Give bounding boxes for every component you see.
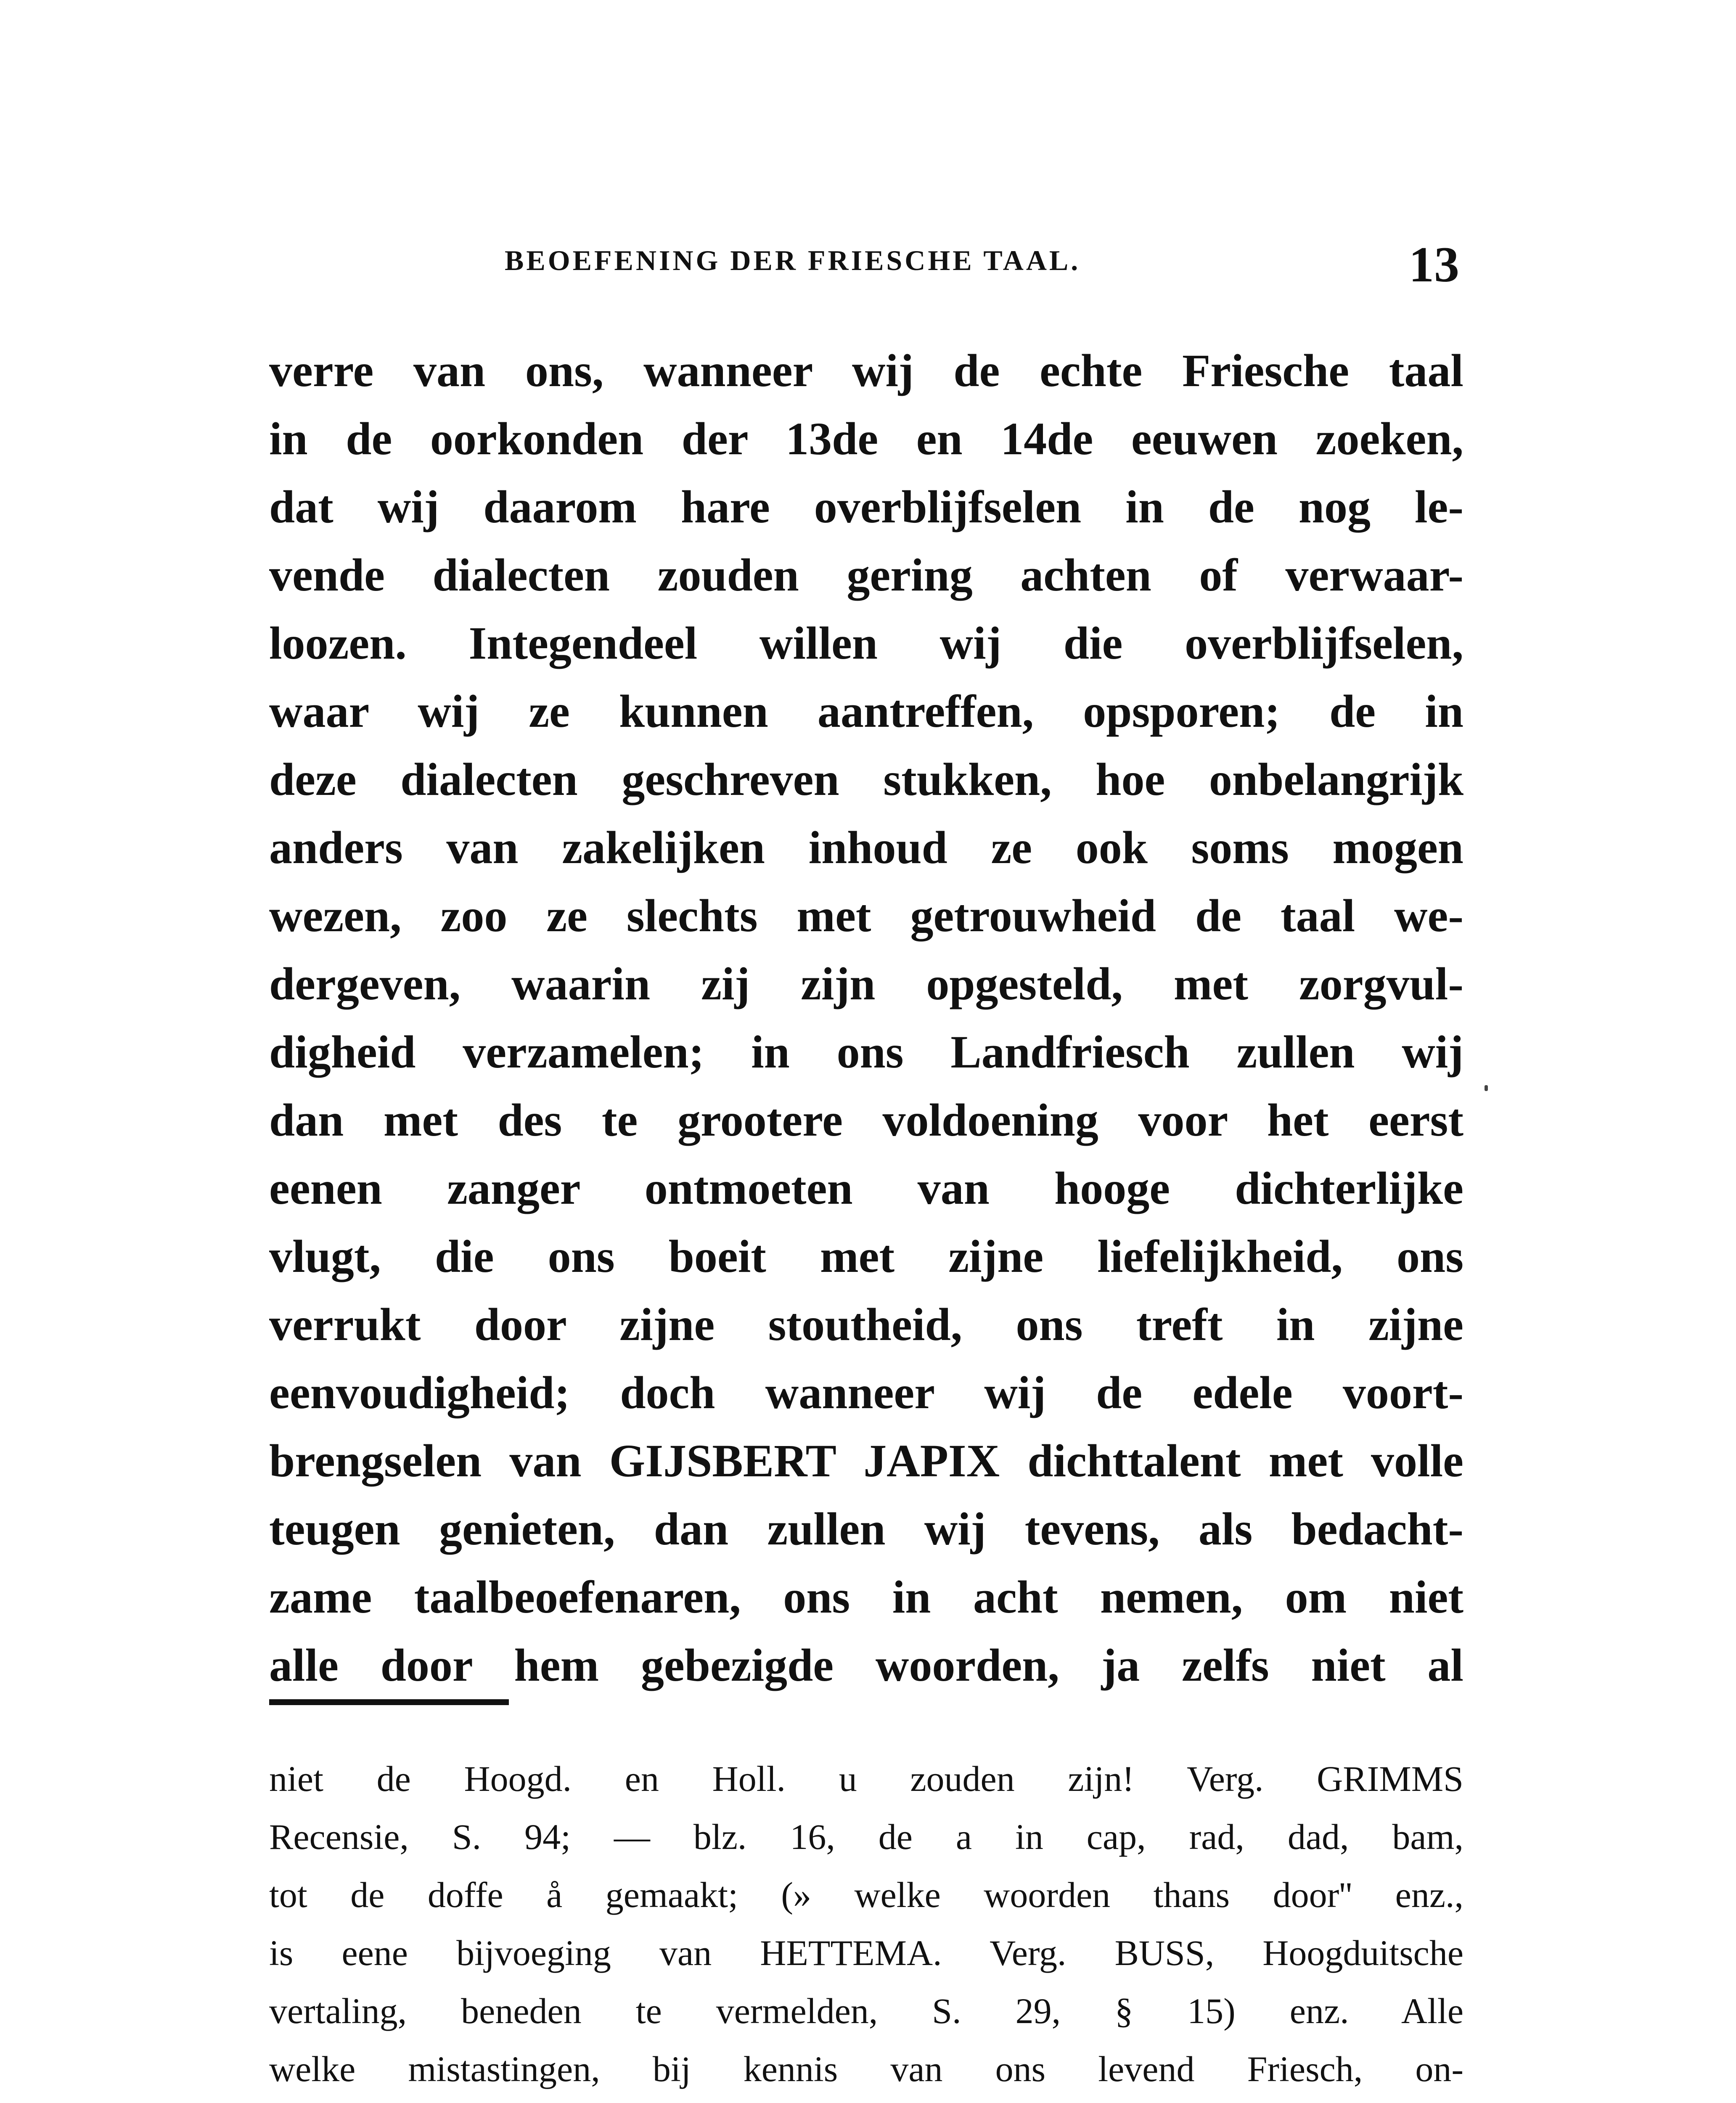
body-line: vlugt, die ons boeit met zijne liefelijkheid, ons — [269, 1231, 1463, 1282]
body-line: in de oorkonden der 13de en 14de eeuwen zoeken, — [269, 413, 1463, 464]
body-line: digheid verzamelen; in ons Landfriesch zullen wij — [269, 1026, 1463, 1078]
body-line: zame taalbeoefenaren, ons in acht nemen, om niet — [269, 1571, 1463, 1623]
page-number: 13 — [1409, 236, 1459, 292]
body-line: teugen genieten, dan zullen wij tevens, als bedacht- — [269, 1503, 1463, 1555]
footnote-line: tot de doffe å gemaakt; (» welke woorden thans door'' enz., — [269, 1875, 1463, 1915]
body-line: anders van zakelijken inhoud ze ook soms mogen — [269, 822, 1463, 873]
footnote-line: welke mistastingen, bij kennis van ons levend Friesch, on- — [269, 2049, 1463, 2089]
page-header — [505, 236, 1459, 294]
running-head: BEOEFENING DER FRIESCHE TAAL. — [505, 244, 1081, 276]
footnote-line — [269, 2098, 1463, 2103]
footnote-line: niet de Hoogd. en Holl. u zouden zijn! Verg. GRIMMS — [269, 1759, 1463, 1799]
body-line: dan met des te grootere voldoening voor het eerst — [269, 1094, 1463, 1146]
body-line: dergeven, waarin zij zijn opgesteld, met zorgvul- — [269, 958, 1463, 1009]
body-line: eenvoudigheid; doch wanneer wij de edele voort- — [269, 1367, 1463, 1418]
footnote — [269, 1750, 1463, 2103]
body-line: verrukt door zijne stoutheid, ons treft in zijne — [269, 1299, 1463, 1350]
body-line: eenen zanger ontmoeten van hooge dichterlijke — [269, 1163, 1463, 1214]
body-line: waar wij ze kunnen aantreffen, opsporen; de in — [269, 686, 1463, 737]
body-line: deze dialecten geschreven stukken, hoe onbelangrijk — [269, 754, 1463, 805]
body-line: wezen, zoo ze slechts met getrouwheid de taal we- — [269, 890, 1463, 941]
body-line: vende dialecten zouden gering achten of verwaar- — [269, 549, 1463, 601]
body-line: loozen. Integendeel willen wij die overblijfselen, — [269, 617, 1463, 669]
body-line: brengselen van GIJSBERT JAPIX dichttalent met volle — [269, 1435, 1463, 1486]
footnote-line: Recensie, S. 94; — blz. 16, de a in cap, rad, dad, bam, — [269, 1817, 1463, 1857]
footnote-line: is eene bijvoeging van HETTEMA. Verg. BUSS, Hoogduitsche — [269, 1933, 1463, 1973]
body-line: dat wij daarom hare overblijfselen in de nog le- — [269, 481, 1463, 532]
main-text — [269, 336, 1463, 1699]
scan-speck — [1485, 1085, 1488, 1091]
footnote-rule — [269, 1699, 509, 1705]
body-line: alle door hem gebezigde woorden, ja zelfs niet al — [269, 1639, 1463, 1691]
footnote-line: vertaling, beneden te vermelden, S. 29, § 15) enz. Alle — [269, 1991, 1463, 2031]
body-line: verre van ons, wanneer wij de echte Friesche taal — [269, 345, 1463, 396]
